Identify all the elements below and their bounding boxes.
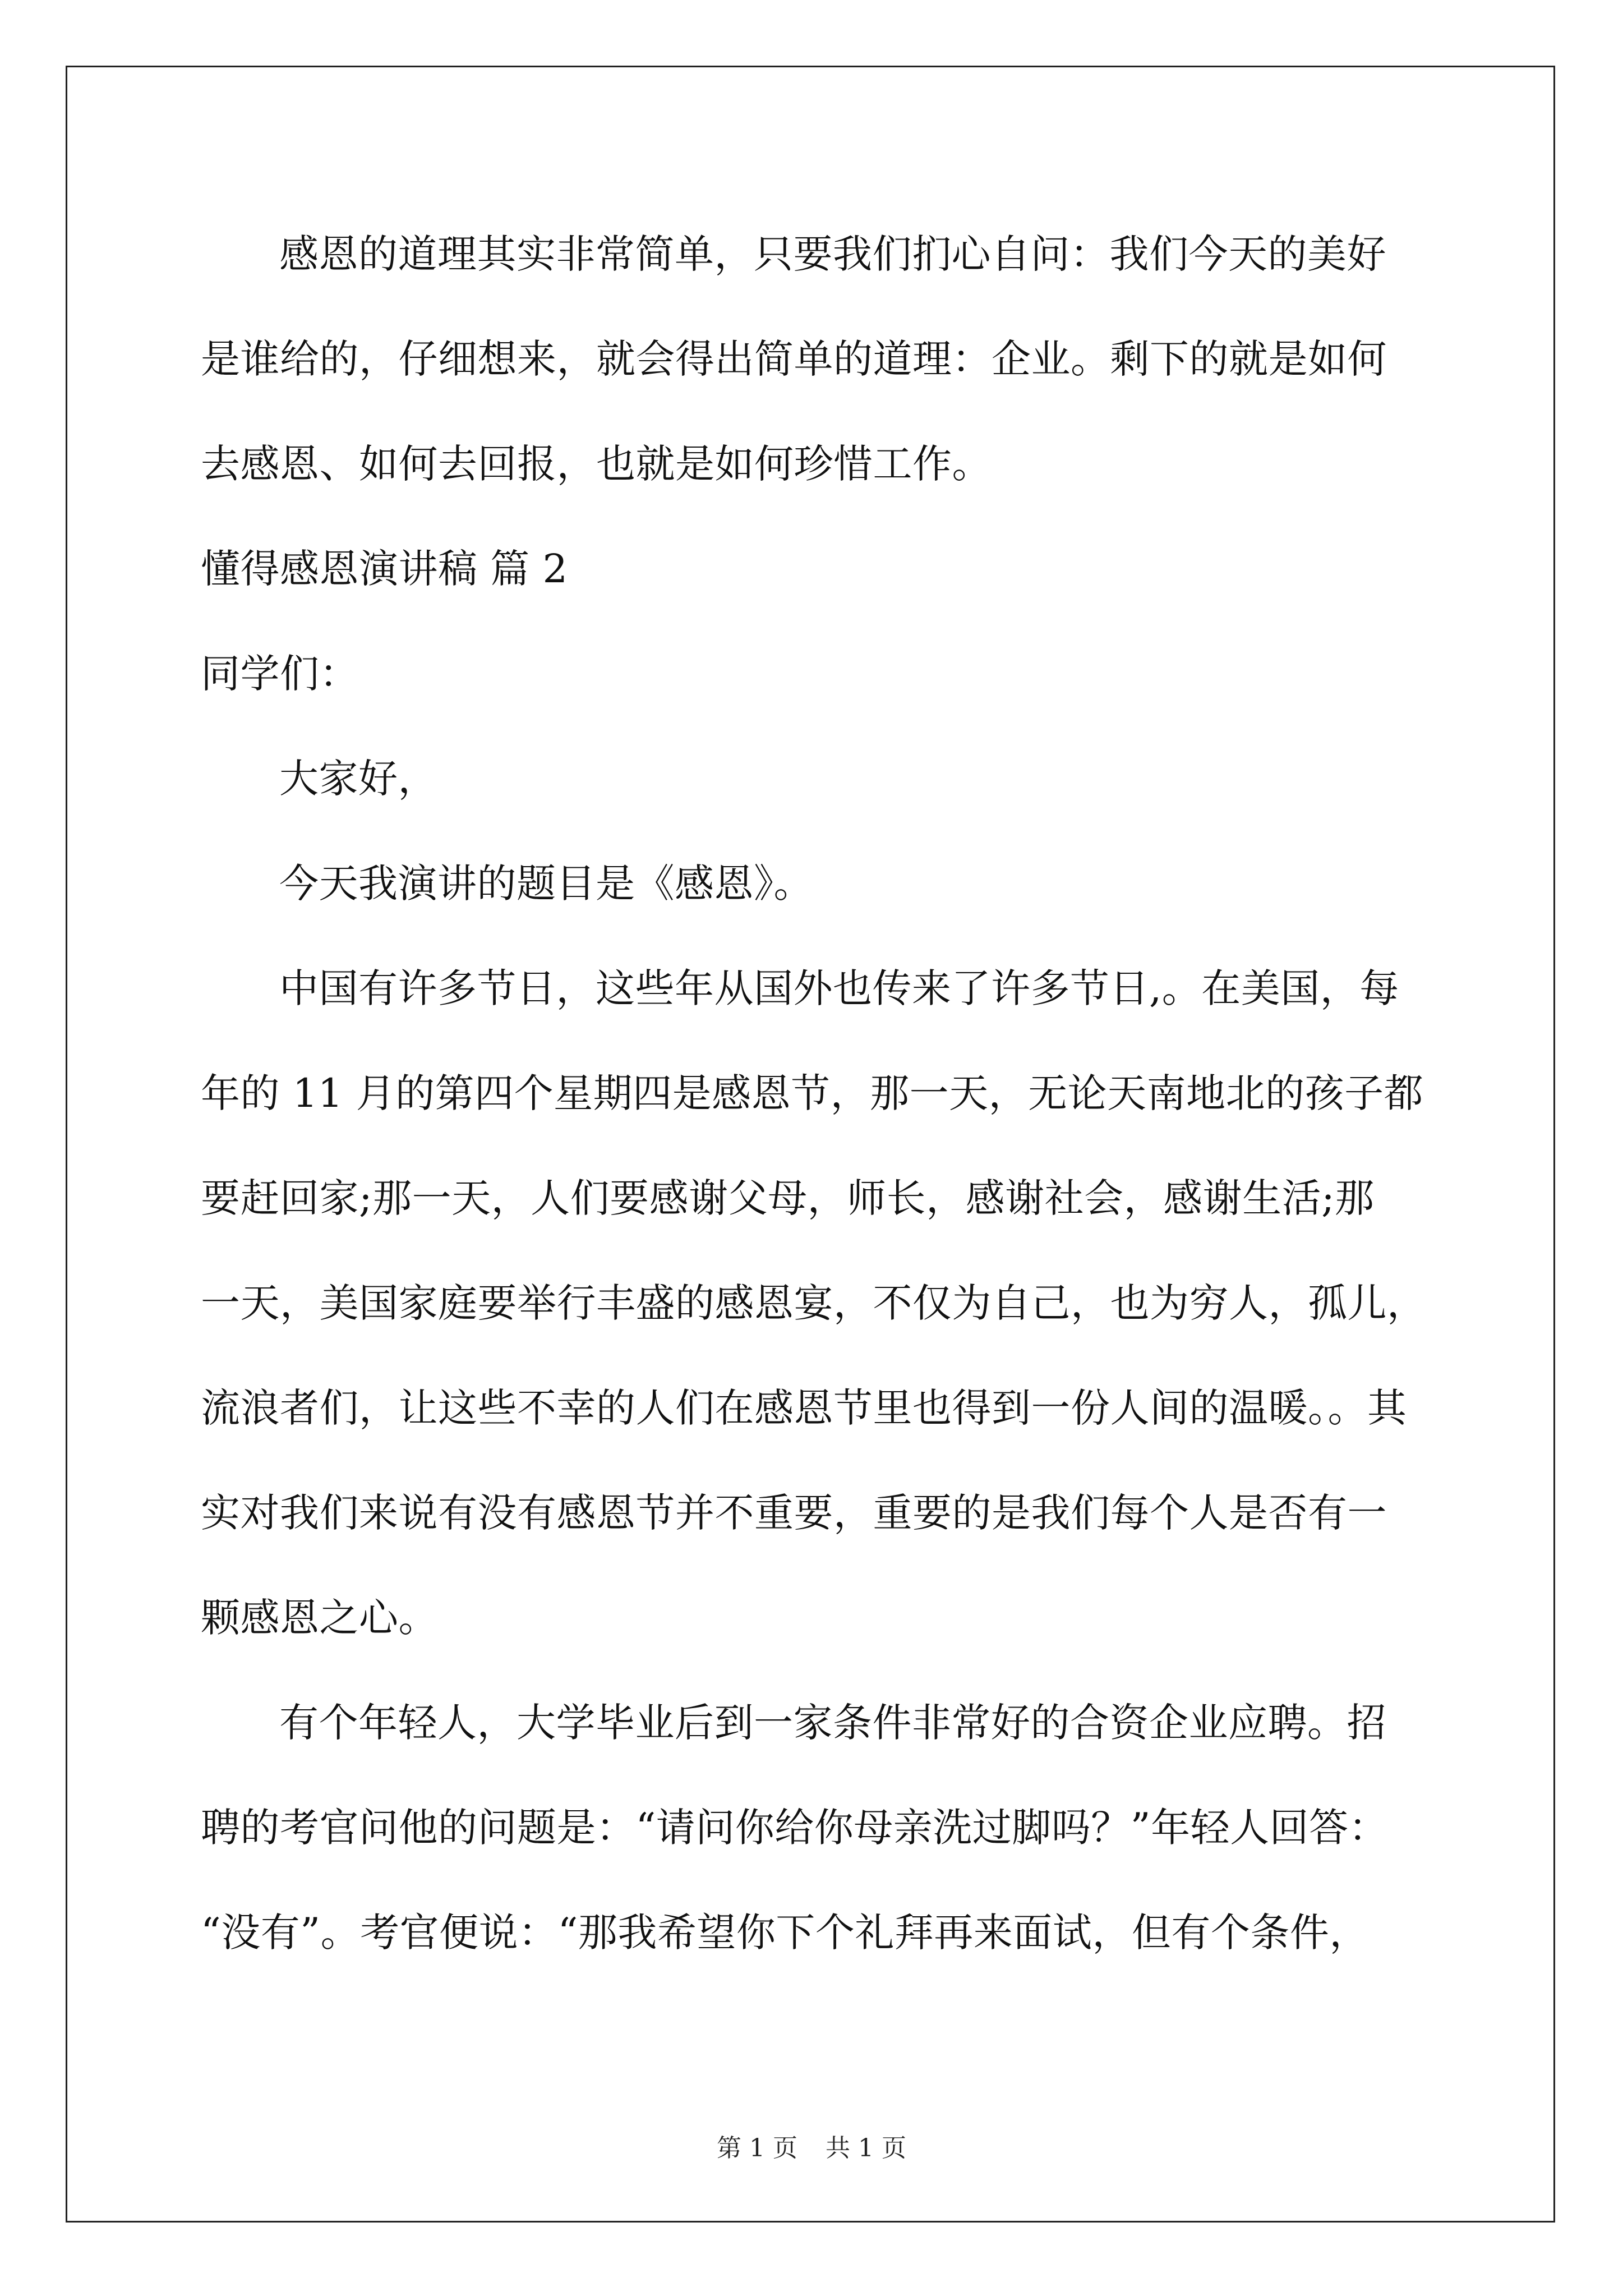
page-total: 共 1 页	[826, 2134, 906, 2162]
page-number: 第 1 页	[717, 2134, 797, 2162]
paragraph-line: 去感恩、如何去回报，也就是如何珍惜工作。	[201, 441, 992, 487]
section-heading: 懂得感恩演讲稿 篇 2	[201, 546, 568, 592]
paragraph-line: 实对我们来说有没有感恩节并不重要，重要的是我们每个人是否有一	[201, 1490, 1387, 1536]
paragraph-line: 感恩的道理其实非常简单，只要我们扪心自问：我们今天的美好	[279, 231, 1386, 277]
paragraph-line: 聘的考官问他的问题是：“请问你给你母亲洗过脚吗？”年轻人回答：	[201, 1805, 1389, 1851]
paragraph-line: “没有”。考官便说：“那我希望你下个礼拜再来面试，但有个条件，	[201, 1910, 1369, 1955]
salutation: 同学们：	[201, 651, 359, 697]
paragraph-line: 年的 11 月的第四个星期四是感恩节，那一天，无论天南地北的孩子都	[201, 1070, 1424, 1116]
document-body	[201, 202, 1446, 1985]
paragraph-line: 中国有许多节日，这些年从国外也传来了许多节日,。在美国，每	[279, 965, 1399, 1011]
paragraph-line: 流浪者们，让这些不幸的人们在感恩节里也得到一份人间的温暖。。其	[201, 1385, 1407, 1431]
paragraph-line: 颗感恩之心。	[201, 1595, 438, 1641]
paragraph-line: 要赶回家;那一天，人们要感谢父母，师长，感谢社会，感谢生活;那	[201, 1175, 1375, 1221]
greeting: 大家好，	[279, 756, 437, 802]
paragraph-line: 一天，美国家庭要举行丰盛的感恩宴，不仅为自己，也为穷人，孤儿，	[201, 1280, 1427, 1326]
page-footer	[0, 2132, 1623, 2165]
paragraph-line: 有个年轻人，大学毕业后到一家条件非常好的合资企业应聘。招	[279, 1700, 1386, 1746]
paragraph-line: 是谁给的，仔细想来，就会得出简单的道理：企业。剩下的就是如何	[201, 336, 1387, 382]
paragraph-line: 今天我演讲的题目是《感恩》。	[279, 861, 813, 907]
